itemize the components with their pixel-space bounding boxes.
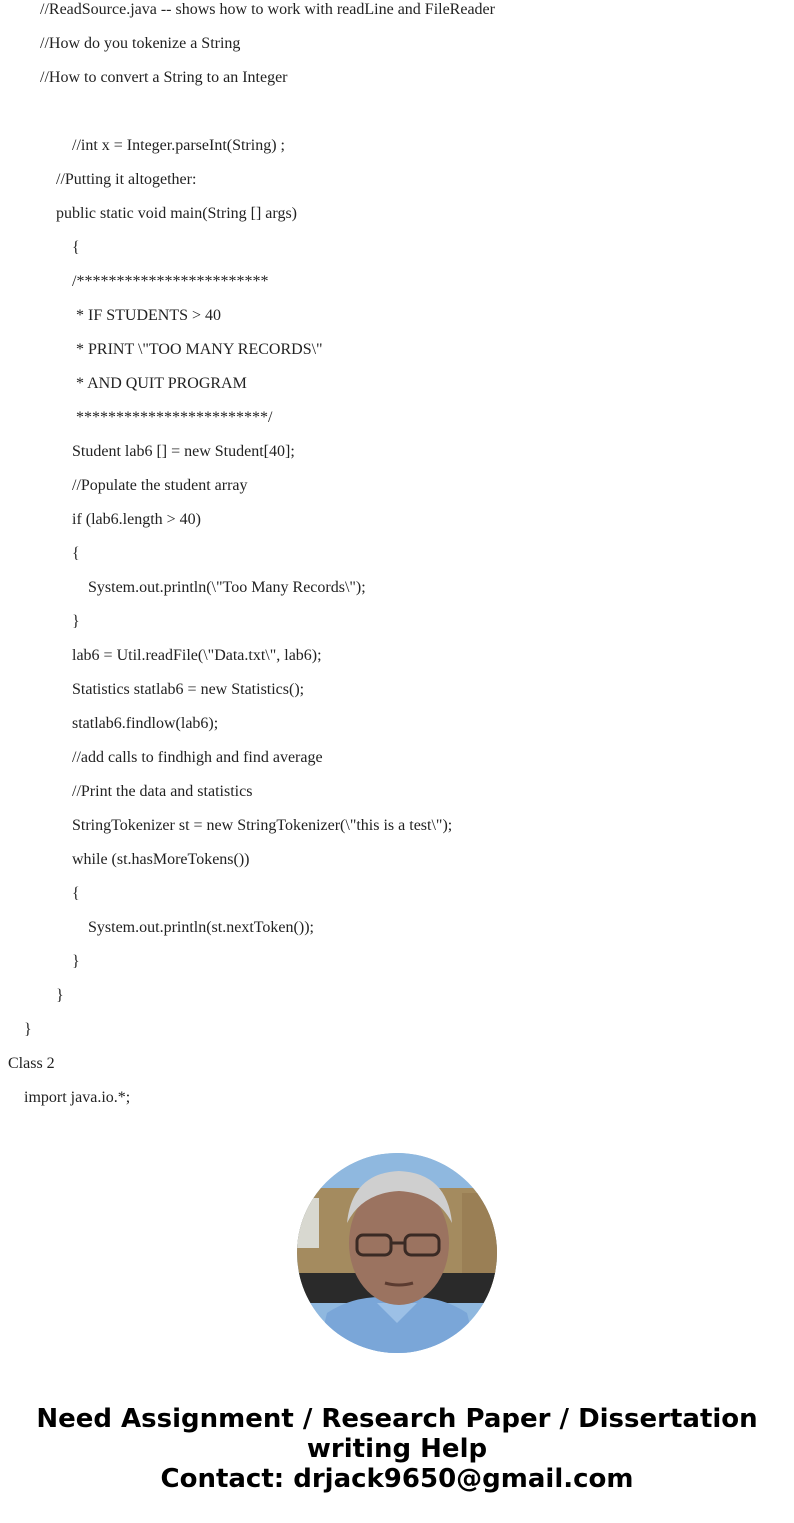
code-line: //add calls to findhigh and find average [72, 749, 323, 766]
code-line: lab6 = Util.readFile(\"Data.txt\", lab6); [72, 647, 322, 664]
code-line: } [72, 953, 80, 970]
avatar [297, 1153, 497, 1353]
code-line: * PRINT \"TOO MANY RECORDS\" [76, 341, 323, 358]
code-line: statlab6.findlow(lab6); [72, 715, 219, 732]
code-line: //Putting it altogether: [56, 171, 197, 188]
code-line: //int x = Integer.parseInt(String) ; [72, 137, 285, 154]
code-line: System.out.println(st.nextToken()); [88, 919, 314, 936]
code-line: //Print the data and statistics [72, 783, 253, 800]
code-line: { [72, 239, 80, 256]
code-line: { [72, 545, 80, 562]
code-line: StringTokenizer st = new StringTokenizer(\"this is a test\"); [72, 817, 453, 834]
code-line: //ReadSource.java -- shows how to work with readLine and FileReader [40, 1, 495, 18]
code-line: Class 2 [8, 1055, 55, 1072]
code-line: * IF STUDENTS > 40 [76, 307, 222, 324]
code-line: public static void main(String [] args) [56, 205, 297, 222]
code-line: Student lab6 [] = new Student[40]; [72, 443, 295, 460]
code-line: //How do you tokenize a String [40, 35, 241, 52]
code-line: /************************ [72, 273, 269, 290]
code-line: System.out.println(\"Too Many Records\"); [88, 579, 366, 596]
code-line: } [72, 613, 80, 630]
code-line: { [72, 885, 80, 902]
promo-footer [0, 1404, 794, 1494]
code-line: //Populate the student array [72, 477, 248, 494]
contact-email: Contact: drjack9650@gmail.com [160, 1464, 634, 1494]
person-photo-icon [297, 1153, 497, 1353]
promo-line-1: Need Assignment / Research Paper / Dissertation [36, 1404, 758, 1434]
promo-line-2: writing Help [306, 1434, 488, 1464]
code-line: } [56, 987, 64, 1004]
code-line: //How to convert a String to an Integer [40, 69, 288, 86]
code-line: Statistics statlab6 = new Statistics(); [72, 681, 305, 698]
code-line: ************************/ [76, 409, 273, 426]
code-line: import java.io.*; [24, 1089, 131, 1106]
code-line: if (lab6.length > 40) [72, 511, 201, 528]
code-line: while (st.hasMoreTokens()) [72, 851, 250, 868]
code-line: * AND QUIT PROGRAM [76, 375, 247, 392]
code-line: } [24, 1021, 32, 1038]
